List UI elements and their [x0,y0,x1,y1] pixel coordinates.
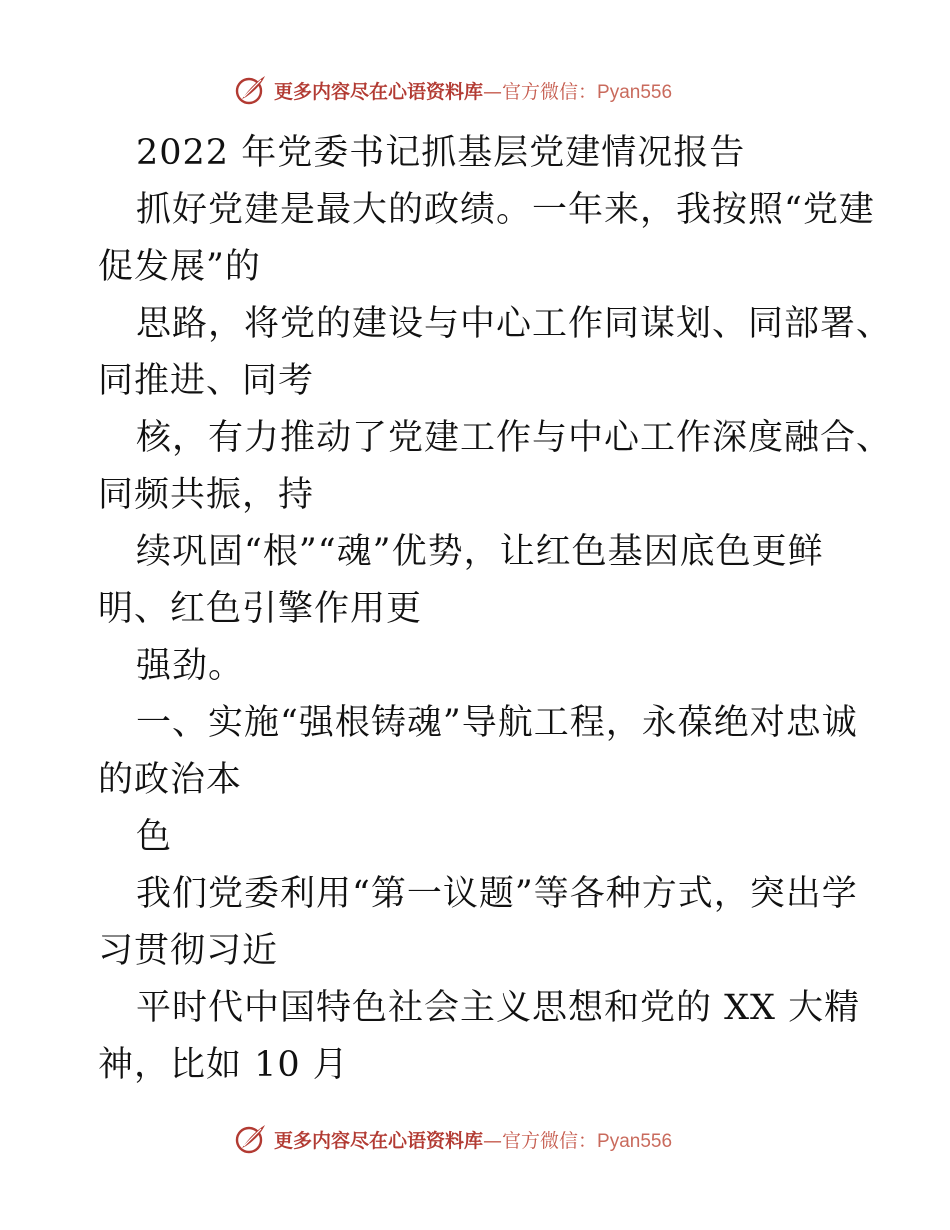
watermark-text: 更多内容尽在心语资料库—官方微信：Pyan556 [274,1129,673,1152]
paragraph-line: 同频共振，持 [98,475,315,515]
paragraph-line: 强劲。 [136,646,245,686]
watermark-text: 更多内容尽在心语资料库—官方微信：Pyan556 [274,80,673,103]
watermark-banner-top [234,72,672,108]
paragraph-line: 同推进、同考 [98,361,315,401]
paragraph-line: 促发展”的 [98,247,261,287]
paragraph-line: 明、红色引擎作用更 [98,589,423,629]
paragraph-line: 平时代中国特色社会主义思想和党的 XX 大精 [136,988,861,1028]
section-heading: 一、实施“强根铸魂”导航工程，永葆绝对忠诚 [136,703,858,743]
paragraph-line: 我们党委利用“第一议题”等各种方式，突出学 [136,874,858,914]
paragraph-line: 神，比如 10 月 [98,1045,349,1085]
feather-pen-logo-icon [234,73,268,107]
paragraph-line: 思路，将党的建设与中心工作同谋划、同部署、 [136,304,893,344]
document-title: 2022 年党委书记抓基层党建情况报告 [136,133,746,173]
section-heading-line: 色 [136,817,173,857]
watermark-banner-bottom [234,1121,672,1157]
feather-pen-logo-icon [234,1122,268,1156]
paragraph-line: 习贯彻习近 [98,931,279,971]
document-body [98,125,893,1094]
section-heading-line: 的政治本 [98,760,243,800]
paragraph-line: 续巩固“根”“魂”优势，让红色基因底色更鲜 [136,532,824,572]
paragraph-line: 抓好党建是最大的政绩。一年来，我按照“党建 [136,190,875,230]
paragraph-line: 核，有力推动了党建工作与中心工作深度融合、 [136,418,893,458]
